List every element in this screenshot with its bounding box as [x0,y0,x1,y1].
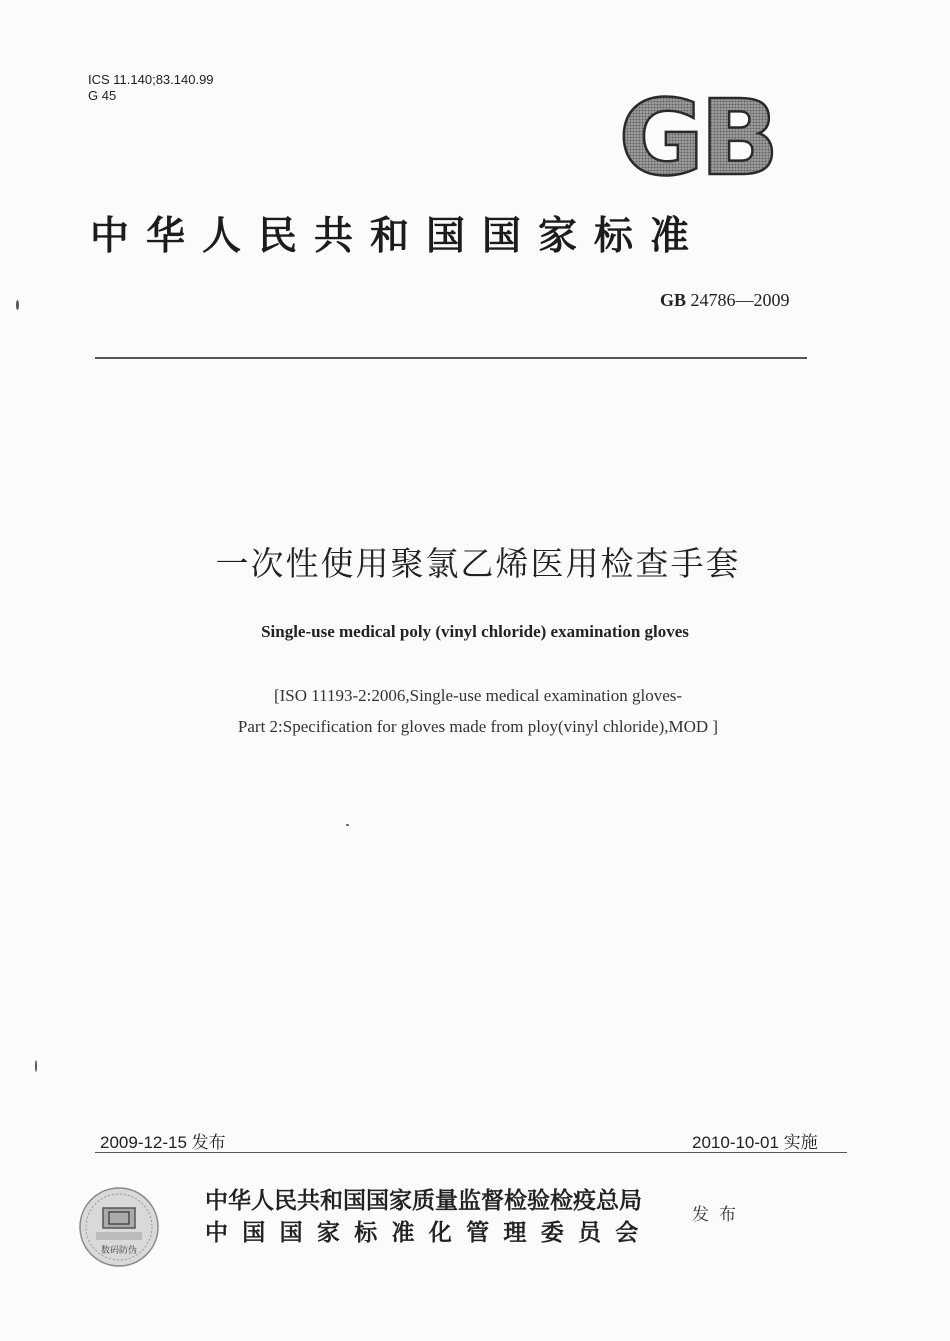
gb-logo [602,82,792,192]
ccs-code: G 45 [88,88,117,103]
top-divider [95,357,807,359]
scan-speck [35,1060,37,1072]
issuer-aqsiq: 中华人民共和国国家质量监督检验检疫总局 [205,1188,642,1214]
classification-codes [88,72,214,104]
english-title: Single-use medical poly (vinyl chloride) examination gloves [261,622,689,641]
scan-speck [16,300,19,310]
chinese-title: 一次性使用聚氯乙烯医用检查手套 [215,544,741,583]
iso-reference-line1: [ISO 11193-2:2006,Single-use medical examination gloves- [273,686,683,705]
bottom-divider [95,1152,847,1153]
issuer-sac: 中国国家标准化管理委员会 [205,1220,653,1246]
issuing-authorities [205,1185,653,1249]
anti-counterfeit-seal [78,1186,160,1268]
standard-code: 24786—2009 [690,290,790,310]
implement-date: 2010-10-01 实施 [692,1133,818,1152]
national-standard-title: 中华人民共和国国家标准 [90,213,707,259]
standard-number [660,290,790,311]
issue-date: 2009-12-15 发布 [100,1133,226,1152]
gb-logo-text: GB [618,82,776,192]
publish-label: 发布 [692,1205,746,1225]
seal-label: 数码防伪 [100,1246,138,1256]
iso-reference-line2: Part 2:Specification for gloves made from ploy(vinyl chloride),MOD ] [237,717,719,736]
standard-prefix: GB [660,290,687,310]
ics-code: ICS 11.140;83.140.99 [88,72,214,87]
scan-speck [346,824,349,826]
iso-reference [118,680,838,742]
